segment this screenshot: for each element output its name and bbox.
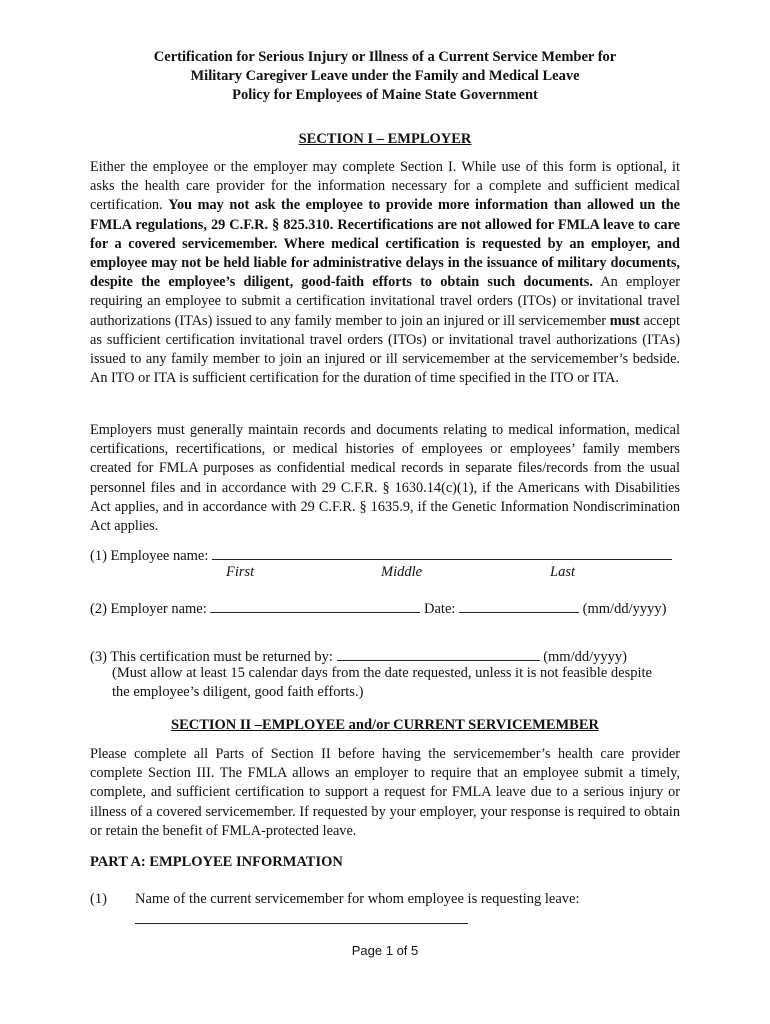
section-1-paragraph-1 [90,158,680,388]
employer-name-input[interactable] [210,599,420,613]
p1-text-c: accept as sufficient certification invitational travel orders (ITOs) or invitational travel authorizations (ITAs) issued to any family member to join an injured or ill servicemember at the servicemember’s bedside. An ITO or ITA is sufficient certification for the duration of time specified in the ITO or ITA. [90,312,681,387]
date-input[interactable] [459,599,579,613]
return-by-row [90,647,627,666]
document-title [90,48,680,105]
p1-text-a: Either the employee or the employer may complete Section I. While use of this form is optional, it asks the health care provider for the information necessary for a complete and sufficient medical certification. [90,159,680,214]
employer-name-row [90,599,666,618]
section-1-heading: SECTION I – EMPLOYER [298,131,472,147]
return-by-label: (3) This certification must be returned by: [90,649,333,665]
section-2-heading: SECTION II –EMPLOYEE and/or CURRENT SERVICEMEMBER [171,717,599,733]
title-line-2: Military Caregiver Leave under the Family and Medical Leave [190,68,580,84]
return-by-input[interactable] [337,647,540,661]
employee-name-label: (1) Employee name: [90,548,209,564]
part-a-heading: PART A: EMPLOYEE INFORMATION [90,854,343,870]
return-by-note-2: the employee’s diligent, good faith efforts.) [112,684,364,700]
page-number: Page 1 of 5 [351,943,419,958]
title-line-1: Certification for Serious Injury or Illness of a Current Service Member for [153,49,617,65]
last-name-caption: Last [550,564,575,580]
title-line-3: Policy for Employees of Maine State Government [232,87,538,103]
section-2-paragraph-1: Please complete all Parts of Section II before having the servicemember’s health care provider complete Section III. The FMLA allows an employer to require that an employee submit a timely, complete, and sufficient certification to support a request for FMLA leave due to a serious injury or illness of a covered servicemember. If requested by your employer, your response is required to obtain or retain the benefit of FMLA-protected leave. [90,746,680,839]
middle-name-caption: Middle [381,564,423,580]
employee-name-input[interactable] [212,546,672,560]
first-name-caption: First [226,564,255,580]
p1-bold-text: You may not ask the employee to provide more information than allowed un the FMLA regulations, 29 C.F.R. § 825.310. Recertifications are not allowed for FMLA leave to care for a covered servicemember. Where medical certification is requested by an employer, and employee may not be held liable for administrative delays in the issuance of military documents, despite the employee’s diligent, good-faith efforts to obtain such documents. [90,197,680,291]
question-1-text: Name of the current servicemember for whom employee is requesting leave: [135,891,580,907]
employee-name-row [90,546,672,565]
servicemember-name-row [135,910,468,929]
return-by-note-1: (Must allow at least 15 calendar days from the date requested, unless it is not feasible despite [112,665,652,681]
question-1-number: (1) [90,891,107,907]
servicemember-name-input[interactable] [135,910,468,924]
p1-text-b: An employer requiring an employee to submit a certification invitational travel orders (ITOs) or invitational travel authorizations (ITAs) issued to any family member to join an injured or ill servicemember [90,274,680,329]
return-by-format-hint: (mm/dd/yyyy) [543,649,627,665]
p1-must: must [609,312,640,329]
date-format-hint: (mm/dd/yyyy) [582,601,667,617]
date-label: Date: [424,601,456,617]
section-1-paragraph-2: Employers must generally maintain records and documents relating to medical information, medical certifications, recertifications, or medical histories of employees or employees’ family members created for FMLA purposes as confidential medical records in separate files/records from the usual personnel files and in accordance with 29 C.F.R. § 1630.14(c)(1), if the Americans with Disabilities Act applies, and in accordance with 29 C.F.R. § 1635.9, if the Genetic Information Nondiscrimination Act applies. [90,422,680,535]
employer-name-label: (2) Employer name: [90,601,207,617]
